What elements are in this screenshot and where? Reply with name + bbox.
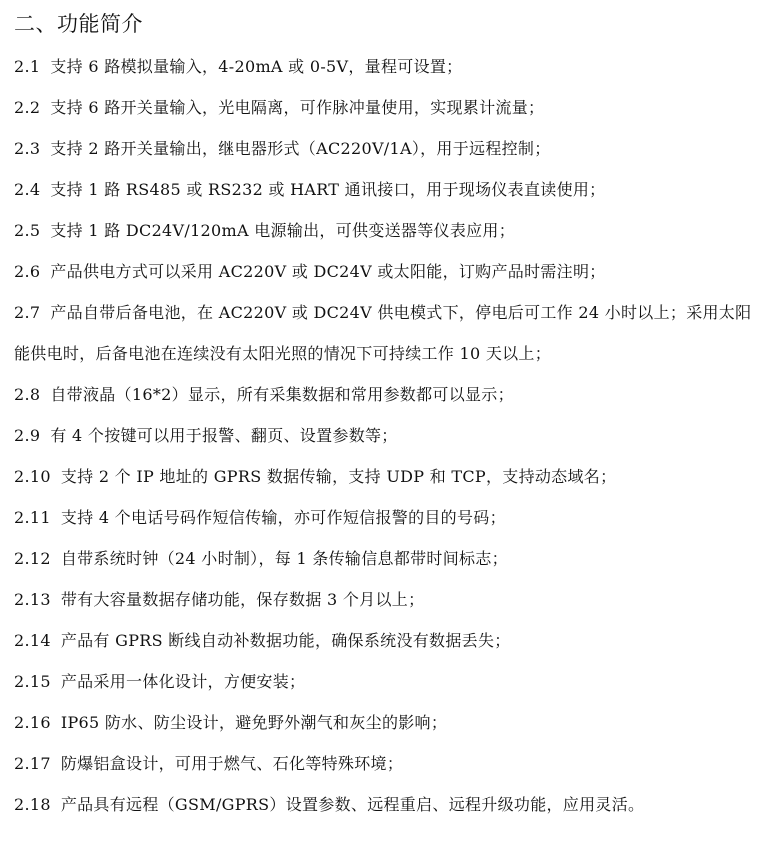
item-text: 支持 2 路开关量输出，继电器形式（AC220V/1A），用于远程控制； <box>50 139 551 158</box>
item-number: 2.18 <box>14 795 51 814</box>
item-number: 2.3 <box>14 139 41 158</box>
feature-item-2-17 <box>14 743 762 784</box>
feature-item-2-7 <box>14 292 762 374</box>
item-text: 支持 1 路 DC24V/120mA 电源输出，可供变送器等仪表应用； <box>50 221 516 240</box>
feature-item-2-4 <box>14 169 762 210</box>
feature-item-2-1 <box>14 46 762 87</box>
feature-item-2-14 <box>14 620 762 661</box>
item-text: 产品自带后备电池，在 AC220V 或 DC24V 供电模式下，停电后可工作 24 小时以上；采用太阳能供电时，后备电池在连续没有太阳光照的情况下可持续工作 10 天以上； <box>14 303 752 363</box>
item-number: 2.8 <box>14 385 41 404</box>
item-number: 2.1 <box>14 57 41 76</box>
item-text: 产品供电方式可以采用 AC220V 或 DC24V 或太阳能，订购产品时需注明； <box>50 262 606 281</box>
feature-item-2-3 <box>14 128 762 169</box>
item-number: 2.16 <box>14 713 51 732</box>
item-number: 2.11 <box>14 508 51 527</box>
feature-item-2-15 <box>14 661 762 702</box>
item-number: 2.15 <box>14 672 51 691</box>
item-text: 支持 6 路开关量输入，光电隔离，可作脉冲量使用，实现累计流量； <box>50 98 545 117</box>
item-text: 防爆铝盒设计，可用于燃气、石化等特殊环境； <box>60 754 404 773</box>
item-number: 2.4 <box>14 180 41 199</box>
feature-item-2-6 <box>14 251 762 292</box>
document <box>14 8 762 825</box>
feature-item-2-11 <box>14 497 762 538</box>
item-text: 带有大容量数据存储功能，保存数据 3 个月以上； <box>60 590 425 609</box>
item-number: 2.2 <box>14 98 41 117</box>
item-number: 2.14 <box>14 631 51 650</box>
feature-item-2-16 <box>14 702 762 743</box>
item-number: 2.6 <box>14 262 41 281</box>
feature-item-2-18 <box>14 784 762 825</box>
item-number: 2.17 <box>14 754 51 773</box>
item-text: 有 4 个按键可以用于报警、翻页、设置参数等； <box>50 426 398 445</box>
feature-list <box>14 46 762 825</box>
item-text: 产品采用一体化设计，方便安装； <box>60 672 306 691</box>
feature-item-2-12 <box>14 538 762 579</box>
item-text: 自带液晶（16*2）显示，所有采集数据和常用参数都可以显示； <box>50 385 514 404</box>
feature-item-2-5 <box>14 210 762 251</box>
feature-item-2-10 <box>14 456 762 497</box>
feature-item-2-9 <box>14 415 762 456</box>
feature-item-2-8 <box>14 374 762 415</box>
item-text: IP65 防水、防尘设计，避免野外潮气和灰尘的影响； <box>60 713 448 732</box>
feature-item-2-13 <box>14 579 762 620</box>
item-text: 产品具有远程（GSM/GPRS）设置参数、远程重启、远程升级功能，应用灵活。 <box>60 795 645 814</box>
item-number: 2.9 <box>14 426 41 445</box>
item-text: 支持 1 路 RS485 或 RS232 或 HART 通讯接口，用于现场仪表直读使用； <box>50 180 606 199</box>
item-number: 2.10 <box>14 467 51 486</box>
item-text: 产品有 GPRS 断线自动补数据功能，确保系统没有数据丢失； <box>60 631 511 650</box>
item-number: 2.7 <box>14 303 41 322</box>
item-text: 支持 2 个 IP 地址的 GPRS 数据传输，支持 UDP 和 TCP，支持动态域名； <box>60 467 617 486</box>
feature-item-2-2 <box>14 87 762 128</box>
section-heading: 二、功能简介 <box>14 12 143 36</box>
item-text: 自带系统时钟（24 小时制），每 1 条传输信息都带时间标志； <box>60 549 508 568</box>
item-number: 2.5 <box>14 221 41 240</box>
item-text: 支持 4 个电话号码作短信传输，亦可作短信报警的目的号码； <box>60 508 506 527</box>
item-number: 2.12 <box>14 549 51 568</box>
item-text: 支持 6 路模拟量输入，4-20mA 或 0-5V，量程可设置； <box>50 57 463 76</box>
item-number: 2.13 <box>14 590 51 609</box>
